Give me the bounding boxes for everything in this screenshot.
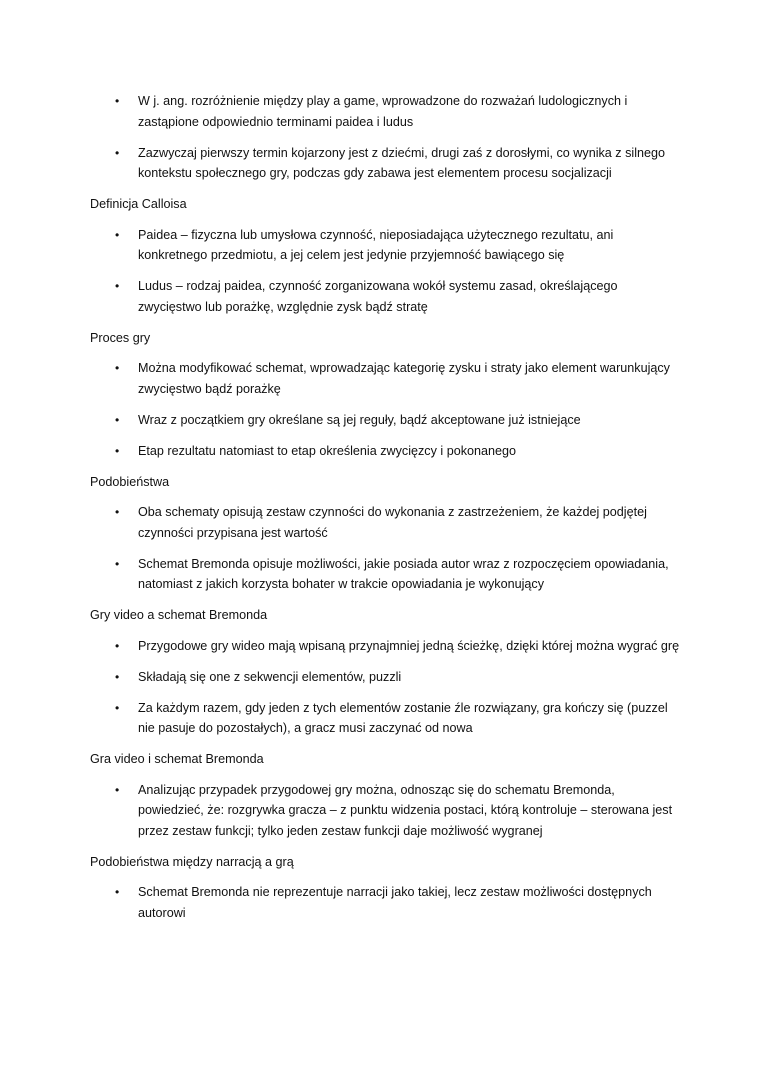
bullet-icon: • [115,556,120,571]
list-item-text: Oba schematy opisują zestaw czynności do wykonania z zastrzeżeniem, że każdej podjętej czynności przypisana jest wartość [138,505,647,540]
bullet-list [90,91,680,184]
list-item-text: Przygodowe gry wideo mają wpisaną przynajmniej jedną ścieżkę, dzięki której można wygrać grę [138,638,680,653]
list-item-text: Etap rezultatu natomiast to etap określenia zwycięzcy i pokonanego [138,443,517,458]
section [90,472,680,595]
bullet-list [90,636,680,739]
bullet-icon: • [115,443,120,458]
bullet-icon: • [115,885,120,899]
list-item-text: Ludus – rodzaj paidea, czynność zorganizowana wokół systemu zasad, określającego zwycięstwo lub porażkę, względnie zysk bądź stratę [138,279,618,314]
list-item-text: Schemat Bremonda opisuje możliwości, jakie posiada autor wraz z rozpoczęciem opowiadania, natomiast z jakich korzysta bohater w trakcie opowiadania je wykonujący [138,556,669,591]
bullet-icon: • [115,700,120,715]
list-item [90,636,680,657]
list-item [90,276,680,317]
bullet-icon: • [115,279,120,293]
section [90,328,680,462]
section [90,605,680,739]
bullet-list [90,882,680,923]
section [90,194,680,317]
bullet-icon: • [115,412,120,427]
bullet-list [90,502,680,595]
bullet-icon: • [115,145,120,160]
section-heading: Podobieństwa między narracją a grą [90,854,294,869]
section-heading: Podobieństwa [90,474,170,489]
list-item [90,502,680,543]
list-item [90,410,680,431]
list-item [90,225,680,266]
list-item-text: Można modyfikować schemat, wprowadzając kategorię zysku i straty jako element warunkujący zwycięstwo bądź porażkę [138,361,670,396]
bullet-list [90,225,680,318]
list-item-text: Za każdym razem, gdy jeden z tych elementów zostanie źle rozwiązany, gra kończy się (puzzel nie pasuje do pozostałych), a gracz musi zaczynać od nowa [138,700,668,735]
list-item [90,554,680,595]
list-item [90,441,680,462]
section [90,852,680,924]
section-heading: Gra video i schemat Bremonda [90,752,264,766]
list-item-text: Analizując przypadek przygodowej gry można, odnosząc się do schematu Bremonda, powiedzieć, że: rozgrywka gracza – z punktu widzenia postaci, którą kontroluje – sterowana jest przez zestaw funkcji; tylko jeden zestaw funkcji daje możliwość wygranej [138,782,673,838]
list-item-text: Paidea – fizyczna lub umysłowa czynność, nieposiadająca użytecznego rezultatu, ani konkretnego przedmiotu, a jej celem jest jedynie przyjemność bawiącego się [138,227,614,262]
bullet-icon: • [115,227,120,242]
list-item [90,698,680,739]
bullet-icon: • [115,782,120,797]
list-item-text: Zazwyczaj pierwszy termin kojarzony jest z dziećmi, drugi zaś z dorosłymi, co wynika z silnego kontekstu społecznego gry, podczas gdy zabawa jest elementem procesu socjalizacji [138,145,666,180]
bullet-icon: • [115,361,120,375]
section [90,749,680,841]
section-heading: Proces gry [90,330,151,345]
list-item-text: W j. ang. rozróżnienie między play a game, wprowadzone do rozważań ludologicznych i zastąpione odpowiednio terminami paidea i ludus [138,94,628,129]
list-item [90,91,680,132]
bullet-list [90,358,680,461]
list-item-text: Schemat Bremonda nie reprezentuje narracji jako takiej, lecz zestaw możliwości dostępnych autorowi [138,885,652,920]
bullet-icon: • [115,669,120,684]
list-item-text: Wraz z początkiem gry określane są jej reguły, bądź akceptowane już istniejące [138,412,581,427]
bullet-icon: • [115,638,120,653]
section [90,91,680,184]
list-item [90,667,680,688]
list-item [90,358,680,399]
bullet-list [90,780,680,842]
list-item [90,143,680,184]
list-item-text: Składają się one z sekwencji elementów, puzzli [138,669,402,684]
document-content [90,91,680,934]
section-heading: Gry video a schemat Bremonda [90,608,268,622]
list-item [90,882,680,923]
bullet-icon: • [115,505,120,519]
bullet-icon: • [115,94,120,108]
list-item [90,780,680,842]
section-heading: Definicja Calloisa [90,197,187,211]
